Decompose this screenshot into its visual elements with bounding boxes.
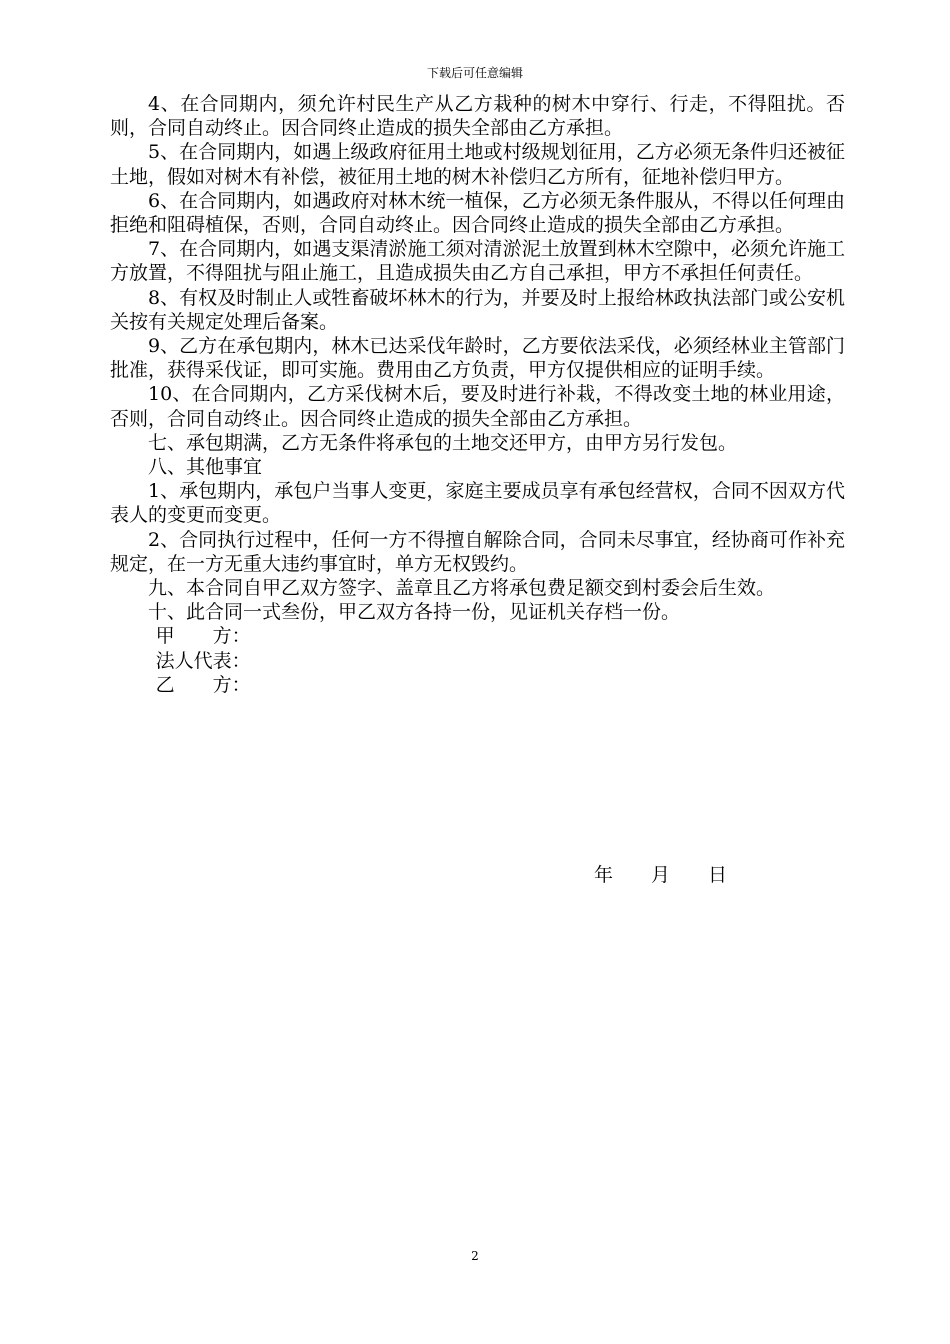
page-number: 2: [471, 1249, 479, 1263]
signature-party-b: 乙 方：: [155, 673, 251, 696]
contract-body: [110, 92, 845, 697]
clause-5: 5、在合同期内，如遇上级政府征用土地或村级规划征用，乙方必须无条件归还被征土地，假如对树木有补偿，被征用土地的树木补偿归乙方所有，征地补偿归甲方。: [110, 141, 845, 188]
section-8-item-2: 2、合同执行过程中，任何一方不得擅自解除合同，合同未尽事宜，经协商可作补充规定，在一方无重大违约事宜时，单方无权毁约。: [110, 528, 845, 575]
clause-8: 8、有权及时制止人或牲畜破坏林木的行为，并要及时上报给林政执法部门或公安机关按有关规定处理后备案。: [110, 286, 845, 333]
clause-7: 7、在合同期内，如遇支渠清淤施工须对清淤泥土放置到林木空隙中，必须允许施工方放置，不得阻扰与阻止施工，且造成损失由乙方自己承担，甲方不承担任何责任。: [110, 238, 845, 285]
section-8-heading: 八、其他事宜: [148, 456, 263, 479]
clause-10: 10、在合同期内，乙方采伐树木后，要及时进行补栽，不得改变土地的林业用途，否则，合同自动终止。因合同终止造成的损失全部由乙方承担。: [110, 383, 845, 430]
date-line: 年 月 日: [594, 864, 728, 886]
section-9: 九、本合同自甲乙双方签字、盖章且乙方将承包费足额交到村委会后生效。: [148, 577, 776, 600]
signature-legal-rep: 法人代表：: [155, 649, 251, 672]
section-10: 十、此合同一式叁份，甲乙双方各持一份，见证机关存档一份。: [148, 601, 681, 624]
header-note: 下载后可任意编辑: [426, 66, 523, 80]
clause-4: 4、在合同期内，须允许村民生产从乙方栽种的树木中穿行、行走，不得阻扰。否则，合同自动终止。因合同终止造成的损失全部由乙方承担。: [110, 93, 845, 140]
section-7: 七、承包期满，乙方无条件将承包的土地交还甲方，由甲方另行发包。: [148, 431, 738, 454]
signature-party-a: 甲 方：: [155, 625, 251, 648]
clause-9: 9、乙方在承包期内，林木已达采伐年龄时，乙方要依法采伐，必须经林业主管部门批准，获得采伐证，即可实施。费用由乙方负责，甲方仅提供相应的证明手续。: [110, 335, 845, 382]
clause-6: 6、在合同期内，如遇政府对林木统一植保，乙方必须无条件服从，不得以任何理由拒绝和阻碍植保，否则，合同自动终止。因合同终止造成的损失全部由乙方承担。: [110, 189, 845, 237]
section-8-item-1: 1、承包期内，承包户当事人变更，家庭主要成员享有承包经营权，合同不因双方代表人的变更而变更。: [110, 480, 845, 527]
